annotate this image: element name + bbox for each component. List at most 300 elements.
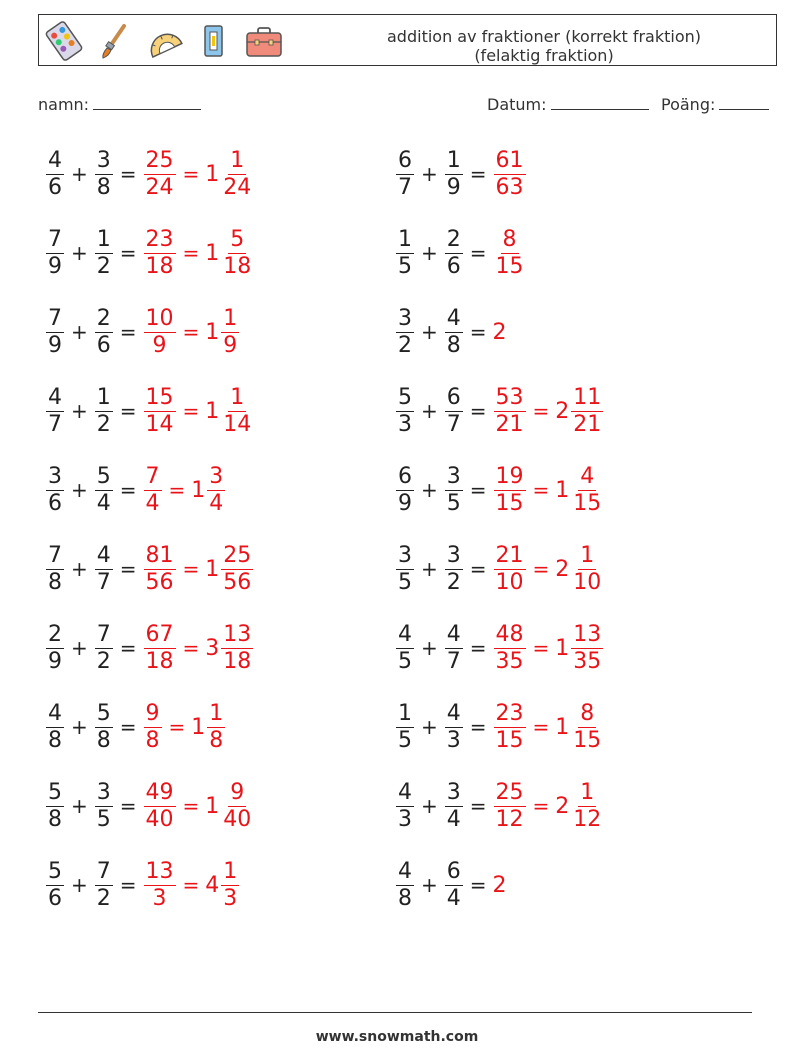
addend-fraction xyxy=(395,622,415,675)
addend-fraction xyxy=(444,385,464,438)
numerator: 10 xyxy=(145,305,174,331)
denominator: 5 xyxy=(96,806,111,832)
improper-fraction-answer xyxy=(143,306,177,359)
pencil-sharpener-icon xyxy=(194,21,234,61)
numerator: 4 xyxy=(96,542,111,568)
numerator: 4 xyxy=(398,621,412,647)
denominator: 9 xyxy=(48,332,62,358)
numerator: 9 xyxy=(230,779,245,805)
problem-row xyxy=(45,378,254,444)
equals-sign: = xyxy=(182,162,200,186)
equals-sign: = xyxy=(182,320,200,344)
numerator: 3 xyxy=(446,542,461,568)
addend-fraction xyxy=(444,543,464,596)
improper-fraction-answer xyxy=(143,385,177,438)
answer-whole: 2 xyxy=(492,872,507,898)
mixed-fraction-part xyxy=(220,543,254,596)
problem-row xyxy=(45,615,254,681)
footer-divider xyxy=(38,1012,752,1013)
denominator: 3 xyxy=(446,727,461,753)
equals-sign: = xyxy=(119,320,137,344)
denominator: 21 xyxy=(573,411,602,437)
numerator: 4 xyxy=(398,858,412,884)
numerator: 1 xyxy=(96,384,111,410)
numerator: 48 xyxy=(495,621,524,647)
addend-fraction xyxy=(395,385,415,438)
equals-sign: = xyxy=(119,241,137,265)
plus-sign: + xyxy=(421,162,438,186)
mixed-fraction-part xyxy=(220,306,240,359)
equals-sign: = xyxy=(532,715,550,739)
answer xyxy=(493,464,605,517)
numerator: 6 xyxy=(446,858,461,884)
numerator: 1 xyxy=(446,147,461,173)
addend-fraction xyxy=(45,701,65,754)
numerator: 25 xyxy=(495,779,524,805)
addend-fraction xyxy=(444,464,464,517)
numerator: 6 xyxy=(446,384,461,410)
denominator: 7 xyxy=(446,648,461,674)
denominator: 56 xyxy=(145,569,174,595)
denominator: 10 xyxy=(495,569,524,595)
denominator: 15 xyxy=(573,490,602,516)
numerator: 13 xyxy=(573,621,602,647)
numerator: 9 xyxy=(145,700,160,726)
denominator: 40 xyxy=(223,806,252,832)
addend-fraction xyxy=(444,701,464,754)
numerator: 23 xyxy=(145,226,174,252)
numerator: 6 xyxy=(398,147,412,173)
answer xyxy=(143,306,241,359)
numerator: 1 xyxy=(230,147,245,173)
name-field xyxy=(38,95,201,114)
denominator: 15 xyxy=(495,253,524,279)
numerator: 3 xyxy=(446,463,461,489)
numerator: 4 xyxy=(580,463,595,489)
plus-sign: + xyxy=(421,794,438,818)
problem-row xyxy=(395,694,604,760)
mixed-whole: 2 xyxy=(555,556,570,582)
denominator: 5 xyxy=(446,490,461,516)
numerator: 1 xyxy=(580,779,595,805)
addend-fraction xyxy=(45,227,65,280)
denominator: 6 xyxy=(48,174,62,200)
denominator: 9 xyxy=(223,332,238,358)
numerator: 7 xyxy=(48,226,62,252)
improper-fraction-answer xyxy=(143,227,177,280)
equals-sign: = xyxy=(119,557,137,581)
mixed-whole: 3 xyxy=(205,635,220,661)
addend-fraction xyxy=(45,464,65,517)
problem-row xyxy=(395,299,508,365)
mixed-whole: 1 xyxy=(205,161,220,187)
addend-fraction xyxy=(395,780,415,833)
denominator: 63 xyxy=(495,174,524,200)
addend-fraction xyxy=(45,622,65,675)
addend-fraction xyxy=(444,227,464,280)
mixed-whole: 1 xyxy=(555,477,570,503)
equals-sign: = xyxy=(119,478,137,502)
numerator: 6 xyxy=(398,463,412,489)
equals-sign: = xyxy=(469,399,487,423)
score-field xyxy=(661,95,769,114)
numerator: 11 xyxy=(573,384,602,410)
numerator: 25 xyxy=(223,542,252,568)
equals-sign: = xyxy=(532,478,550,502)
denominator: 9 xyxy=(152,332,167,358)
denominator: 5 xyxy=(398,648,412,674)
numerator: 4 xyxy=(446,305,461,331)
plus-sign: + xyxy=(421,320,438,344)
addend-fraction xyxy=(395,464,415,517)
numerator: 7 xyxy=(48,305,62,331)
equals-sign: = xyxy=(182,557,200,581)
denominator: 3 xyxy=(152,885,167,911)
improper-fraction-answer xyxy=(493,148,527,201)
equals-sign: = xyxy=(469,478,487,502)
denominator: 4 xyxy=(209,490,224,516)
numerator: 4 xyxy=(446,700,461,726)
numerator: 2 xyxy=(446,226,461,252)
answer xyxy=(493,227,527,280)
addend-fraction xyxy=(94,622,114,675)
numerator: 4 xyxy=(398,779,412,805)
numerator: 3 xyxy=(48,463,62,489)
addend-fraction xyxy=(45,306,65,359)
numerator: 4 xyxy=(48,700,62,726)
addend-fraction xyxy=(395,543,415,596)
improper-fraction-answer xyxy=(143,701,163,754)
answer xyxy=(143,148,255,201)
numerator: 49 xyxy=(145,779,174,805)
plus-sign: + xyxy=(71,399,88,423)
denominator: 7 xyxy=(446,411,461,437)
addend-fraction xyxy=(94,701,114,754)
numerator: 8 xyxy=(502,226,517,252)
score-label: Poäng: xyxy=(661,95,716,114)
equals-sign: = xyxy=(119,162,137,186)
improper-fraction-answer xyxy=(143,780,177,833)
denominator: 7 xyxy=(96,569,111,595)
answer xyxy=(493,543,605,596)
mixed-fraction-part xyxy=(206,701,226,754)
numerator: 7 xyxy=(145,463,160,489)
briefcase-icon xyxy=(244,21,284,61)
score-blank[interactable] xyxy=(719,95,769,110)
denominator: 4 xyxy=(96,490,111,516)
equals-sign: = xyxy=(469,715,487,739)
numerator: 13 xyxy=(145,858,174,884)
numerator: 3 xyxy=(398,542,412,568)
worksheet-header xyxy=(38,14,777,66)
equals-sign: = xyxy=(182,794,200,818)
answer xyxy=(493,780,605,833)
equals-sign: = xyxy=(532,794,550,818)
answer xyxy=(143,385,255,438)
denominator: 4 xyxy=(145,490,160,516)
addend-fraction xyxy=(444,622,464,675)
answer xyxy=(143,464,227,517)
name-blank[interactable] xyxy=(93,95,201,110)
addend-fraction xyxy=(45,543,65,596)
numerator: 1 xyxy=(223,858,238,884)
paintbrush-icon xyxy=(94,21,134,61)
numerator: 67 xyxy=(145,621,174,647)
mixed-fraction-part xyxy=(220,622,254,675)
improper-fraction-answer xyxy=(493,622,527,675)
plus-sign: + xyxy=(421,478,438,502)
denominator: 18 xyxy=(145,253,174,279)
denominator: 18 xyxy=(223,648,252,674)
problem-row xyxy=(395,457,604,523)
equals-sign: = xyxy=(168,478,186,502)
numerator: 5 xyxy=(96,463,111,489)
denominator: 2 xyxy=(96,411,111,437)
problem-row xyxy=(395,141,527,207)
denominator: 9 xyxy=(48,253,62,279)
numerator: 7 xyxy=(96,621,111,647)
addend-fraction xyxy=(444,859,464,912)
addend-fraction xyxy=(94,385,114,438)
mixed-whole: 1 xyxy=(205,319,220,345)
denominator: 8 xyxy=(398,885,412,911)
numerator: 1 xyxy=(580,542,595,568)
numerator: 5 xyxy=(230,226,245,252)
denominator: 56 xyxy=(223,569,252,595)
mixed-fraction-part xyxy=(570,780,604,833)
mixed-whole: 1 xyxy=(205,793,220,819)
numerator: 7 xyxy=(48,542,62,568)
addend-fraction xyxy=(444,780,464,833)
mixed-whole: 1 xyxy=(205,398,220,424)
equals-sign: = xyxy=(469,557,487,581)
answer xyxy=(143,227,255,280)
denominator: 21 xyxy=(495,411,524,437)
mixed-whole: 4 xyxy=(205,872,220,898)
numerator: 53 xyxy=(495,384,524,410)
mixed-fraction-part xyxy=(220,148,254,201)
numerator: 7 xyxy=(96,858,111,884)
numerator: 23 xyxy=(495,700,524,726)
mixed-whole: 1 xyxy=(205,556,220,582)
numerator: 21 xyxy=(495,542,524,568)
addend-fraction xyxy=(395,306,415,359)
denominator: 8 xyxy=(209,727,224,753)
denominator: 6 xyxy=(48,885,62,911)
addend-fraction xyxy=(444,306,464,359)
problem-row xyxy=(45,299,240,365)
answer xyxy=(143,622,255,675)
addend-fraction xyxy=(395,227,415,280)
improper-fraction-answer xyxy=(143,543,177,596)
paint-palette-icon xyxy=(44,21,84,61)
addend-fraction xyxy=(94,543,114,596)
equals-sign: = xyxy=(532,557,550,581)
answer xyxy=(493,873,508,898)
denominator: 3 xyxy=(398,806,412,832)
mixed-fraction-part xyxy=(220,227,254,280)
denominator: 4 xyxy=(446,806,461,832)
denominator: 5 xyxy=(398,727,412,753)
improper-fraction-answer xyxy=(493,464,527,517)
date-label: Datum: xyxy=(487,95,547,114)
denominator: 8 xyxy=(48,569,62,595)
mixed-fraction-part xyxy=(570,464,604,517)
addend-fraction xyxy=(94,148,114,201)
numerator: 5 xyxy=(48,779,62,805)
problem-row xyxy=(395,378,604,444)
numerator: 5 xyxy=(398,384,412,410)
denominator: 18 xyxy=(223,253,252,279)
problem-row xyxy=(45,694,226,760)
denominator: 7 xyxy=(398,174,412,200)
numerator: 1 xyxy=(398,226,412,252)
denominator: 6 xyxy=(446,253,461,279)
answer xyxy=(493,148,527,201)
mixed-fraction-part xyxy=(220,859,240,912)
answer xyxy=(143,543,255,596)
equals-sign: = xyxy=(469,320,487,344)
equals-sign: = xyxy=(182,636,200,660)
plus-sign: + xyxy=(421,636,438,660)
denominator: 8 xyxy=(48,727,62,753)
denominator: 2 xyxy=(96,253,111,279)
improper-fraction-answer xyxy=(493,780,527,833)
numerator: 8 xyxy=(580,700,595,726)
mixed-fraction-part xyxy=(220,385,254,438)
answer xyxy=(143,780,255,833)
denominator: 4 xyxy=(446,885,461,911)
denominator: 9 xyxy=(446,174,461,200)
denominator: 24 xyxy=(145,174,174,200)
addend-fraction xyxy=(444,148,464,201)
denominator: 8 xyxy=(145,727,160,753)
mixed-fraction-part xyxy=(570,622,604,675)
numerator: 5 xyxy=(96,700,111,726)
mixed-whole: 1 xyxy=(555,714,570,740)
problem-row xyxy=(45,457,226,523)
denominator: 6 xyxy=(96,332,111,358)
numerator: 5 xyxy=(48,858,62,884)
addend-fraction xyxy=(45,859,65,912)
denominator: 10 xyxy=(573,569,602,595)
addend-fraction xyxy=(94,227,114,280)
denominator: 5 xyxy=(398,569,412,595)
denominator: 8 xyxy=(96,727,111,753)
improper-fraction-answer xyxy=(493,701,527,754)
denominator: 12 xyxy=(495,806,524,832)
improper-fraction-answer xyxy=(493,227,527,280)
equals-sign: = xyxy=(532,636,550,660)
denominator: 14 xyxy=(223,411,252,437)
equals-sign: = xyxy=(469,873,487,897)
problem-row xyxy=(395,852,508,918)
numerator: 4 xyxy=(48,384,62,410)
title-line-1: addition av fraktioner (korrekt fraktion) xyxy=(387,27,701,46)
plus-sign: + xyxy=(421,241,438,265)
denominator: 8 xyxy=(96,174,111,200)
addend-fraction xyxy=(94,859,114,912)
equals-sign: = xyxy=(119,636,137,660)
problem-row xyxy=(45,773,254,839)
equals-sign: = xyxy=(182,873,200,897)
numerator: 81 xyxy=(145,542,174,568)
numerator: 3 xyxy=(398,305,412,331)
footer-url: www.snowmath.com xyxy=(315,1029,479,1045)
problem-row xyxy=(45,536,254,602)
numerator: 1 xyxy=(223,305,238,331)
improper-fraction-answer xyxy=(493,385,527,438)
mixed-fraction-part xyxy=(220,780,254,833)
numerator: 2 xyxy=(96,305,111,331)
answer xyxy=(143,701,227,754)
date-field xyxy=(487,95,649,114)
plus-sign: + xyxy=(71,162,88,186)
numerator: 19 xyxy=(495,463,524,489)
answer xyxy=(493,320,508,345)
equals-sign: = xyxy=(119,873,137,897)
name-label: namn: xyxy=(38,95,90,114)
equals-sign: = xyxy=(469,636,487,660)
numerator: 3 xyxy=(96,779,111,805)
plus-sign: + xyxy=(71,794,88,818)
denominator: 2 xyxy=(398,332,412,358)
mixed-whole: 2 xyxy=(555,398,570,424)
plus-sign: + xyxy=(421,557,438,581)
addend-fraction xyxy=(45,148,65,201)
plus-sign: + xyxy=(421,715,438,739)
addend-fraction xyxy=(395,148,415,201)
numerator: 1 xyxy=(96,226,111,252)
numerator: 1 xyxy=(209,700,224,726)
problem-row xyxy=(45,220,254,286)
equals-sign: = xyxy=(469,794,487,818)
equals-sign: = xyxy=(469,162,487,186)
plus-sign: + xyxy=(421,399,438,423)
numerator: 15 xyxy=(145,384,174,410)
plus-sign: + xyxy=(71,873,88,897)
numerator: 1 xyxy=(230,384,245,410)
equals-sign: = xyxy=(532,399,550,423)
mixed-whole: 1 xyxy=(191,477,206,503)
addend-fraction xyxy=(395,859,415,912)
problem-row xyxy=(45,852,240,918)
addend-fraction xyxy=(395,701,415,754)
numerator: 25 xyxy=(145,147,174,173)
addend-fraction xyxy=(45,385,65,438)
answer-whole: 2 xyxy=(492,319,507,345)
plus-sign: + xyxy=(421,873,438,897)
equals-sign: = xyxy=(168,715,186,739)
date-blank[interactable] xyxy=(551,95,649,110)
denominator: 8 xyxy=(446,332,461,358)
addend-fraction xyxy=(45,780,65,833)
plus-sign: + xyxy=(71,478,88,502)
numerator: 1 xyxy=(398,700,412,726)
problem-row xyxy=(45,141,254,207)
equals-sign: = xyxy=(119,399,137,423)
numerator: 4 xyxy=(48,147,62,173)
numerator: 3 xyxy=(209,463,224,489)
answer xyxy=(493,622,605,675)
numerator: 3 xyxy=(446,779,461,805)
equals-sign: = xyxy=(119,715,137,739)
denominator: 35 xyxy=(495,648,524,674)
denominator: 5 xyxy=(398,253,412,279)
improper-fraction-answer xyxy=(493,543,527,596)
problem-row xyxy=(395,615,604,681)
mixed-whole: 1 xyxy=(205,240,220,266)
